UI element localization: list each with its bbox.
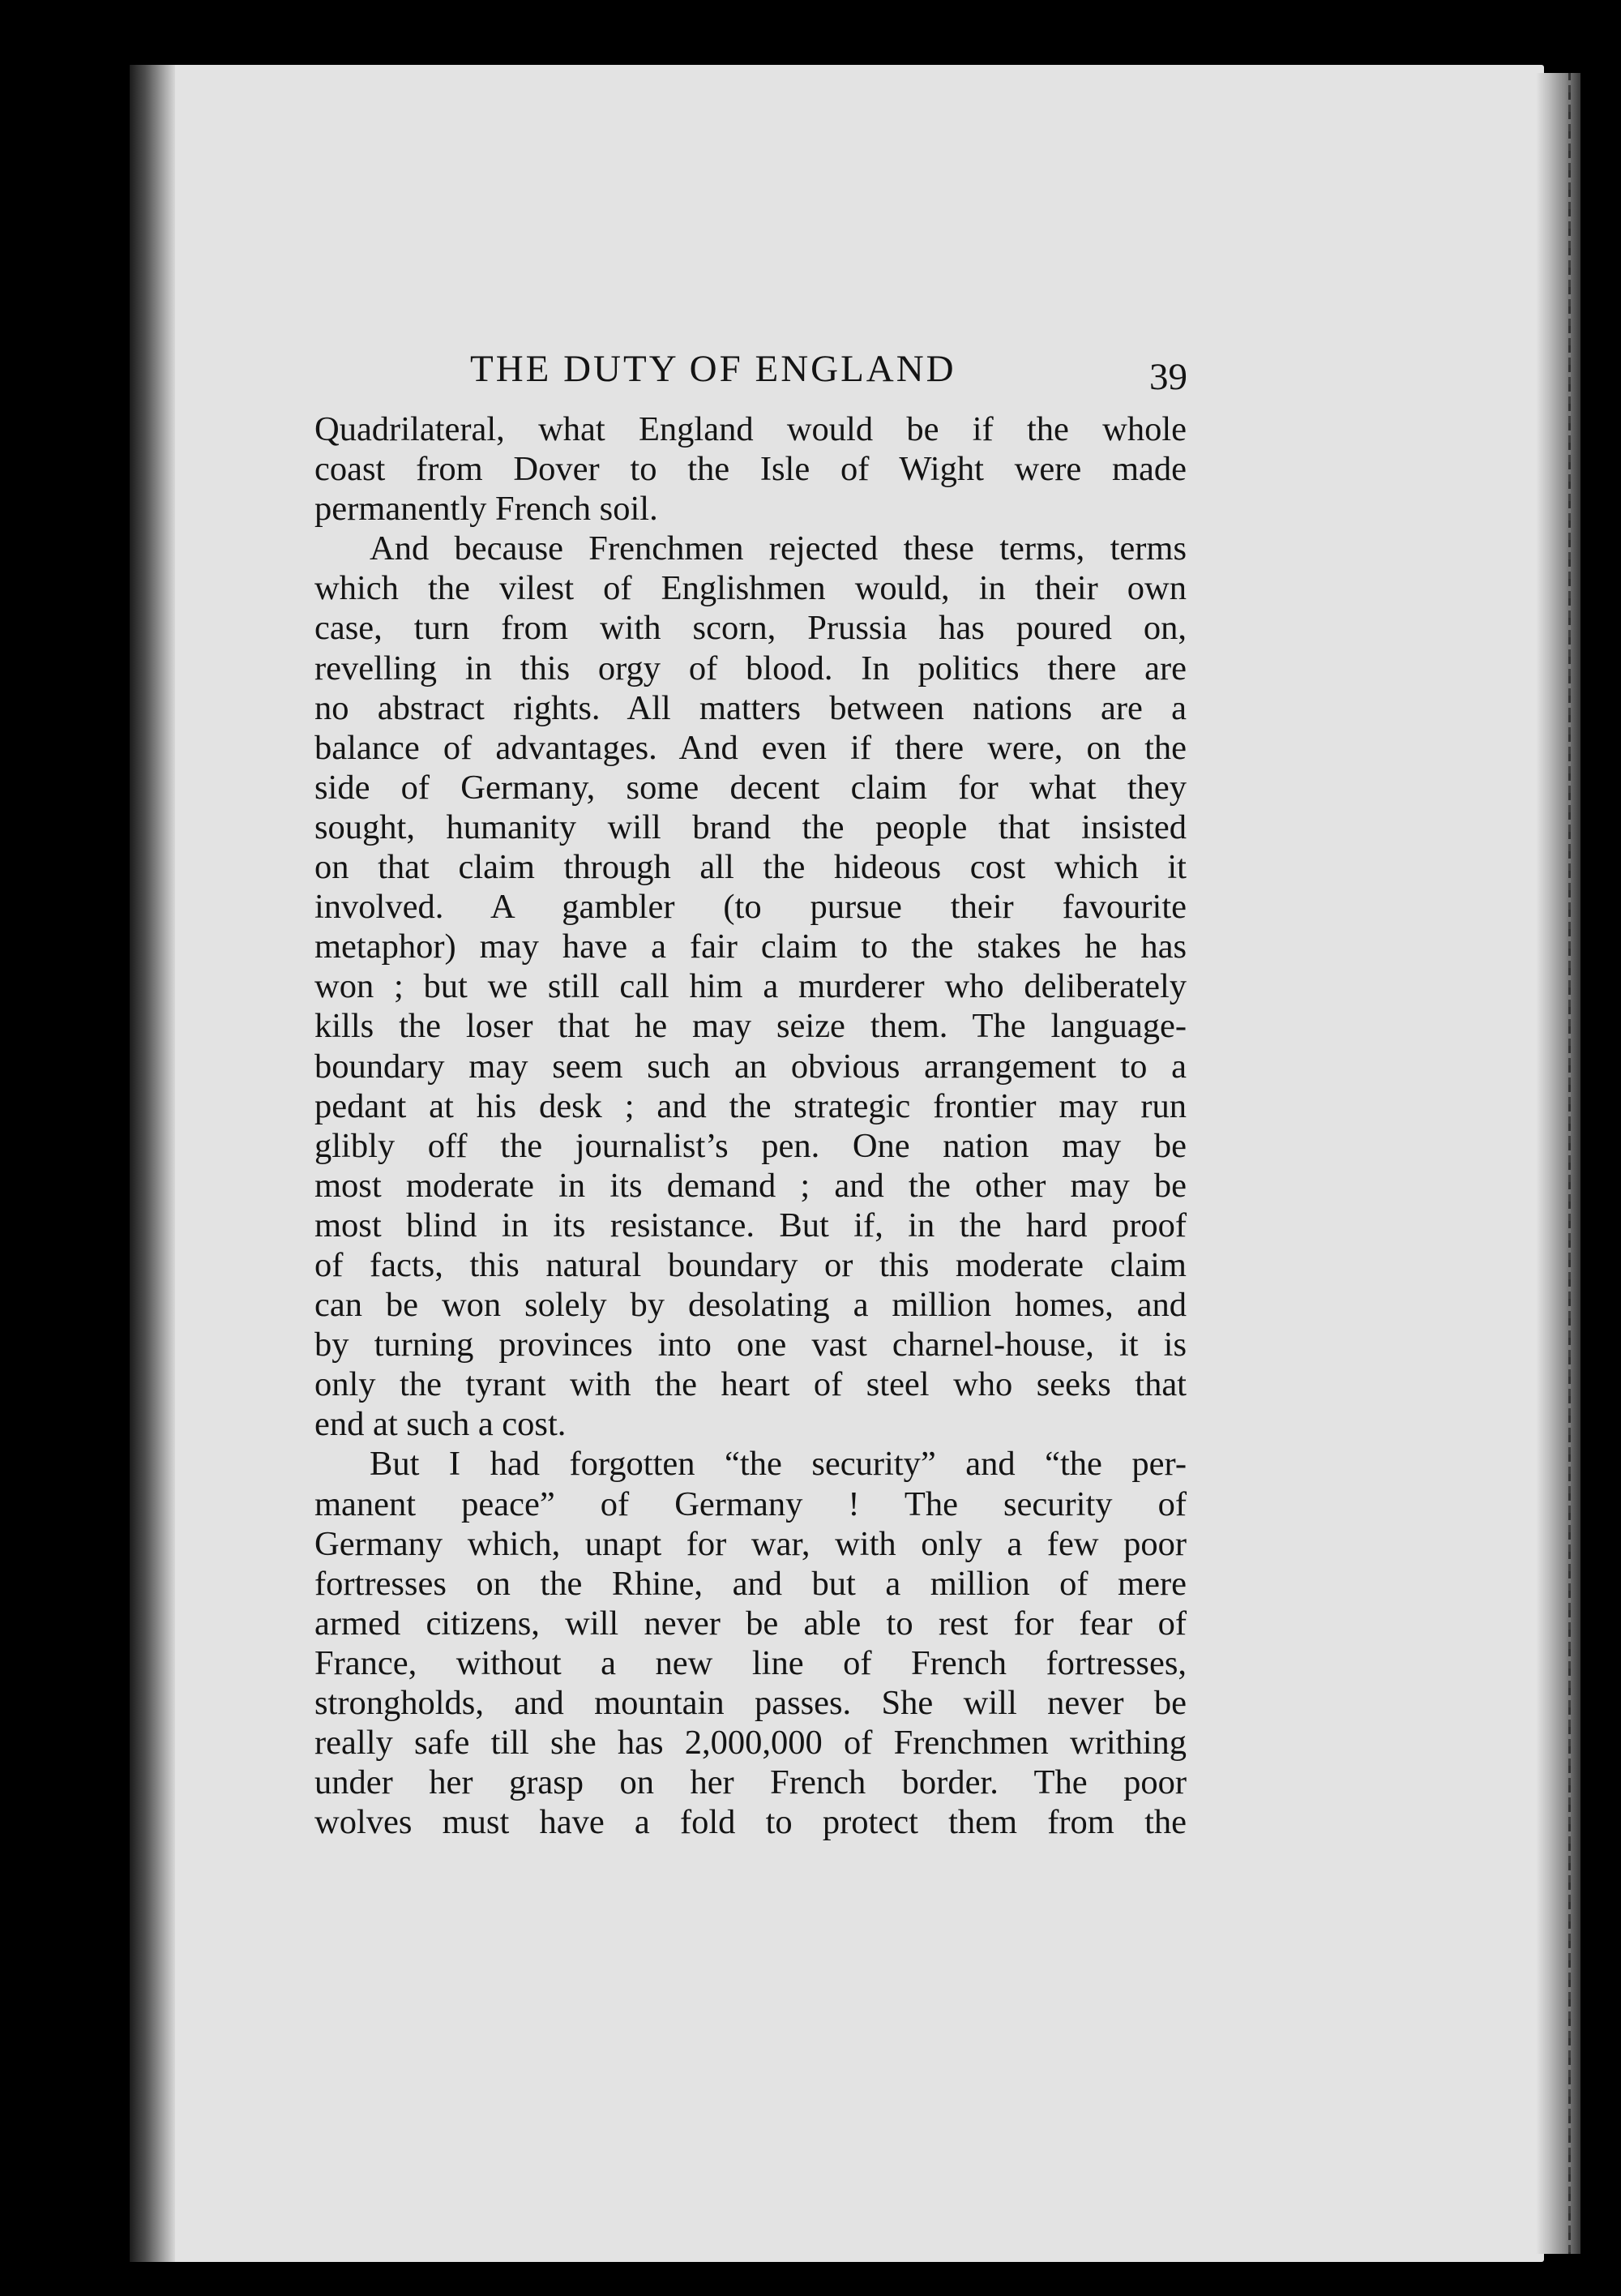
page-header (470, 345, 1200, 409)
text-line: strongholds, and mountain passes. She will never be (314, 1684, 1187, 1722)
text-line: fortresses on the Rhine, and but a million of mere (314, 1564, 1187, 1603)
text-line: revelling in this orgy of blood. In politics there are (314, 649, 1187, 688)
text-line: on that claim through all the hideous cost which it (314, 848, 1187, 887)
text-line: case, turn from with scorn, Prussia has poured on, (314, 609, 1187, 648)
page-edge-stack (1536, 73, 1580, 2254)
text-line: won ; but we still call him a murderer who deliberately (314, 967, 1187, 1006)
text-line: which the vilest of Englishmen would, in their own (314, 569, 1187, 608)
text-line: can be won solely by desolating a million homes, and (314, 1286, 1187, 1325)
text-line: But I had forgotten “the security” and “the per- (370, 1445, 1187, 1484)
text-line: manent peace” of Germany ! The security of (314, 1484, 1187, 1523)
text-line: under her grasp on her French border. The poor (314, 1763, 1187, 1802)
text-line: only the tyrant with the heart of steel who seeks that (314, 1365, 1187, 1404)
text-line: France, without a new line of French fortresses, (314, 1643, 1187, 1682)
text-line: armed citizens, will never be able to rest for fear of (314, 1604, 1187, 1643)
text-line: no abstract rights. All matters between nations are a (314, 688, 1187, 727)
text-line: kills the loser that he may seize them. The language- (314, 1007, 1187, 1046)
text-line: Germany which, unapt for war, with only a few poor (314, 1524, 1187, 1563)
page-gutter-shadow (130, 65, 175, 2262)
text-line: by turning provinces into one vast charnel-house, it is (314, 1326, 1187, 1364)
text-line: glibly off the journalist’s pen. One nation may be (314, 1126, 1187, 1165)
text-line: end at such a cost. (314, 1405, 567, 1444)
text-line: permanently French soil. (314, 490, 658, 529)
text-line: most blind in its resistance. But if, in the hard proof (314, 1206, 1187, 1244)
text-line: wolves must have a fold to protect them from the (314, 1803, 1187, 1842)
text-line: most moderate in its demand ; and the other may be (314, 1166, 1187, 1205)
text-line: of facts, this natural boundary or this moderate claim (314, 1245, 1187, 1284)
page-number: 39 (1149, 356, 1187, 398)
text-line: involved. A gambler (to pursue their favourite (314, 888, 1187, 927)
running-title: THE DUTY OF ENGLAND (470, 348, 956, 390)
text-line: pedant at his desk ; and the strategic frontier may run (314, 1086, 1187, 1125)
text-line: sought, humanity will brand the people that insisted (314, 807, 1187, 846)
text-line: boundary may seem such an obvious arrangement to a (314, 1047, 1187, 1086)
text-line: coast from Dover to the Isle of Wight were made (314, 450, 1187, 489)
text-line: balance of advantages. And even if there were, on the (314, 728, 1187, 767)
body-text (314, 409, 1187, 1842)
text-line: metaphor) may have a fair claim to the stakes he has (314, 927, 1187, 966)
text-line: And because Frenchmen rejected these terms, terms (370, 529, 1187, 568)
text-line: side of Germany, some decent claim for what they (314, 768, 1187, 807)
text-line: Quadrilateral, what England would be if the whole (314, 410, 1187, 448)
text-line: really safe till she has 2,000,000 of Frenchmen writhing (314, 1724, 1187, 1763)
